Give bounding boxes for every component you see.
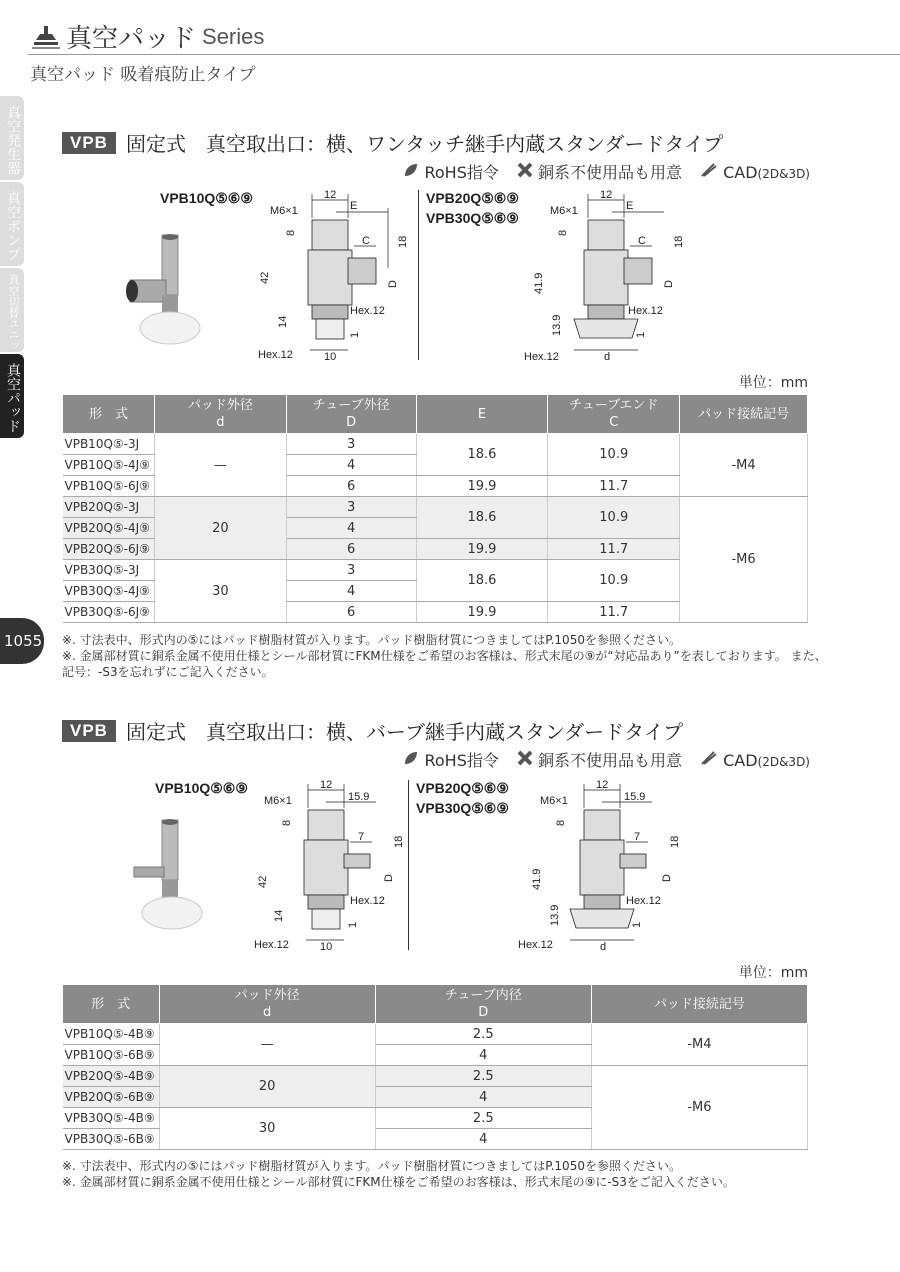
product-photo-barb [126,815,216,935]
section1-model-left: VPB10Q⑤⑥⑨ [160,190,253,206]
table-row: VPB10Q⑤-4J⑨ 4 [63,455,808,476]
table-row: VPB10Q⑤-3J — 3 18.6 10.9 -M4 [63,434,808,455]
svg-text:M6×1: M6×1 [264,795,292,807]
section2-model-right-1: VPB20Q⑤⑥⑨ [416,780,509,796]
svg-text:D: D [661,874,673,882]
svg-text:E: E [626,200,634,212]
note: ※. 寸法表中、形式内の⑤にはパッド樹脂材質が入ります。パッド樹脂材質につきましてはP.1050を参照ください。 [62,1159,681,1173]
vacuum-pad-icon [32,24,60,50]
svg-text:41.9: 41.9 [533,272,545,294]
note: ※. 寸法表中、形式内の⑤にはパッド樹脂材質が入ります。パッド樹脂材質につきましてはP.1050を参照ください。 [62,633,681,647]
section1-model-right-1: VPB20Q⑤⑥⑨ [426,190,519,206]
side-tab-label: 真空発生器 [5,105,21,175]
svg-text:Hex.12: Hex.12 [628,305,663,317]
svg-text:18: 18 [669,835,681,848]
page-header [32,18,264,55]
section2-badge: VPB [62,720,116,742]
svg-text:8: 8 [555,819,567,826]
side-tab-label: 真空パッド [5,363,21,433]
svg-text:10: 10 [320,941,333,953]
svg-text:7: 7 [634,831,641,843]
header-divider [28,54,900,55]
svg-text:42: 42 [257,875,269,888]
side-tab-label: 真空ポンプ [5,191,21,261]
svg-text:18: 18 [397,235,409,248]
section1-model-right-2: VPB30Q⑤⑥⑨ [426,210,519,226]
svg-text:Hex.12: Hex.12 [524,351,559,363]
section1-unit: 単位：mm [738,375,808,391]
table-header-row [63,395,808,434]
svg-text:Hex.12: Hex.12 [254,939,289,951]
svg-text:C: C [638,235,646,247]
pen-icon [700,750,718,766]
section1-notes [62,632,842,680]
page-subtitle: 真空パッド 吸着痕防止タイプ [30,65,256,85]
copper-free-label: 銅系不使用品も用意 [517,160,682,183]
svg-text:d: d [600,941,607,953]
section2-diagram-left [246,778,416,958]
rohs-label: RoHS指令 [403,748,498,771]
svg-text:Hex.12: Hex.12 [350,305,385,317]
svg-text:M6×1: M6×1 [270,205,298,217]
svg-text:1: 1 [631,921,643,928]
col-conn: パッド接続記号 [591,985,807,1024]
col-pad: パッド外径 d [154,395,286,434]
svg-text:8: 8 [285,229,297,236]
svg-text:14: 14 [273,909,285,922]
section2-features [403,748,810,771]
svg-text:Hex.12: Hex.12 [518,939,553,951]
section2-model-left: VPB10Q⑤⑥⑨ [155,780,248,796]
side-tab-pad[interactable] [0,354,24,438]
side-tab-generator[interactable] [0,96,24,180]
pen-icon [700,162,718,178]
section1-diagram-left [250,188,420,366]
page-series: Series [202,23,265,49]
svg-text:18: 18 [393,835,405,848]
col-end: チューブエンド C [548,395,680,434]
copper-free-label: 銅系不使用品も用意 [517,748,682,771]
svg-text:D: D [663,280,675,288]
svg-text:Hex.12: Hex.12 [258,349,293,361]
svg-text:12: 12 [600,189,613,201]
svg-text:15.9: 15.9 [624,791,646,803]
table-row: VPB20Q⑤-6B⑨ 4 [63,1087,808,1108]
col-model: 形 式 [63,985,160,1024]
section2-model-right-2: VPB30Q⑤⑥⑨ [416,800,509,816]
cad-label: CAD(2D&3D) [700,750,810,770]
svg-text:13.9: 13.9 [551,314,563,336]
svg-text:Hex.12: Hex.12 [350,895,385,907]
col-model: 形 式 [63,395,155,434]
section1-diagram-right [520,188,695,368]
table-row: VPB20Q⑤-3J 20 3 18.6 10.9 -M6 [63,497,808,518]
note: ※. 金属部材質に銅系金属不使用仕様とシール部材質にFKM仕様をご希望のお客様は、形式末尾の⑨が“対応品あり”を表しております。 また、 記号：-S3を忘れずにご記入ください。 [62,649,827,679]
svg-text:12: 12 [320,779,333,791]
section1-badge: VPB [62,132,116,154]
table-row: VPB30Q⑤-6B⑨ 4 [63,1129,808,1150]
col-tube: チューブ外径 D [286,395,416,434]
table-row: VPB20Q⑤-6J⑨ 6 19.9 11.7 [63,539,808,560]
side-tab-pump[interactable] [0,182,24,266]
side-tab-label: 真空切替ユニッ [7,273,20,351]
svg-text:41.9: 41.9 [531,868,543,890]
svg-text:13.9: 13.9 [549,904,561,926]
note: ※. 金属部材質に銅系金属不使用仕様とシール部材質にFKM仕様をご希望のお客様は、形式末尾の⑨に-S3をご記入ください。 [62,1175,735,1189]
section1-spec-table [62,394,808,623]
leaf-icon [403,162,419,178]
section2-notes [62,1158,842,1190]
svg-text:8: 8 [281,819,293,826]
section1-features [403,160,810,183]
section2-unit: 単位：mm [738,965,808,981]
table-row: VPB20Q⑤-4B⑨ 20 2.5 -M6 [63,1066,808,1087]
rohs-label: RoHS指令 [403,160,498,183]
svg-text:14: 14 [277,315,289,328]
section1-title: 固定式 真空取出口：横、ワンタッチ継手内蔵スタンダードタイプ [125,132,724,156]
svg-text:15.9: 15.9 [348,791,370,803]
svg-text:1: 1 [635,331,647,338]
page-title: 真空パッド [66,24,197,54]
svg-text:Hex.12: Hex.12 [626,895,661,907]
svg-text:12: 12 [596,779,609,791]
col-tube: チューブ内径 D [375,985,591,1024]
section2-heading [62,716,683,745]
svg-text:1: 1 [349,331,361,338]
table-row: VPB10Q⑤-6J⑨ 6 19.9 11.7 [63,476,808,497]
svg-text:M6×1: M6×1 [550,205,578,217]
svg-text:D: D [383,874,395,882]
x-mark-icon [517,162,533,178]
svg-text:E: E [350,200,358,212]
section2-title: 固定式 真空取出口：横、バーブ継手内蔵スタンダードタイプ [125,720,684,744]
table-row: VPB30Q⑤-6J⑨ 6 19.9 11.7 [63,602,808,623]
svg-text:1: 1 [347,921,359,928]
svg-text:18: 18 [673,235,685,248]
leaf-icon [403,750,419,766]
product-photo-onetouch [118,230,208,350]
table-row: VPB10Q⑤-4B⑨ — 2.5 -M4 [63,1024,808,1045]
col-e: E [416,395,548,434]
svg-text:D: D [387,280,399,288]
svg-text:7: 7 [358,831,365,843]
table-row: VPB10Q⑤-6B⑨ 4 [63,1045,808,1066]
table-row: VPB30Q⑤-4J⑨ 4 [63,581,808,602]
svg-text:M6×1: M6×1 [540,795,568,807]
table-row: VPB20Q⑤-4J⑨ 4 [63,518,808,539]
x-mark-icon [517,750,533,766]
svg-text:42: 42 [259,271,271,284]
svg-text:d: d [604,351,611,363]
table-row: VPB30Q⑤-3J 30 3 18.6 10.9 [63,560,808,581]
page-number: 1055 [0,618,44,664]
col-pad: パッド外径 d [159,985,375,1024]
svg-text:12: 12 [324,189,337,201]
cad-label: CAD(2D&3D) [700,162,810,182]
side-tab-switch-unit[interactable] [0,268,24,352]
svg-text:8: 8 [557,229,569,236]
svg-text:C: C [362,235,370,247]
svg-text:10: 10 [324,351,337,363]
table-row: VPB30Q⑤-4B⑨ 30 2.5 [63,1108,808,1129]
section2-diagram-right [514,778,694,958]
section2-spec-table [62,984,808,1150]
section1-heading [62,128,723,157]
table-header-row [63,985,808,1024]
col-conn: パッド接続記号 [680,395,808,434]
